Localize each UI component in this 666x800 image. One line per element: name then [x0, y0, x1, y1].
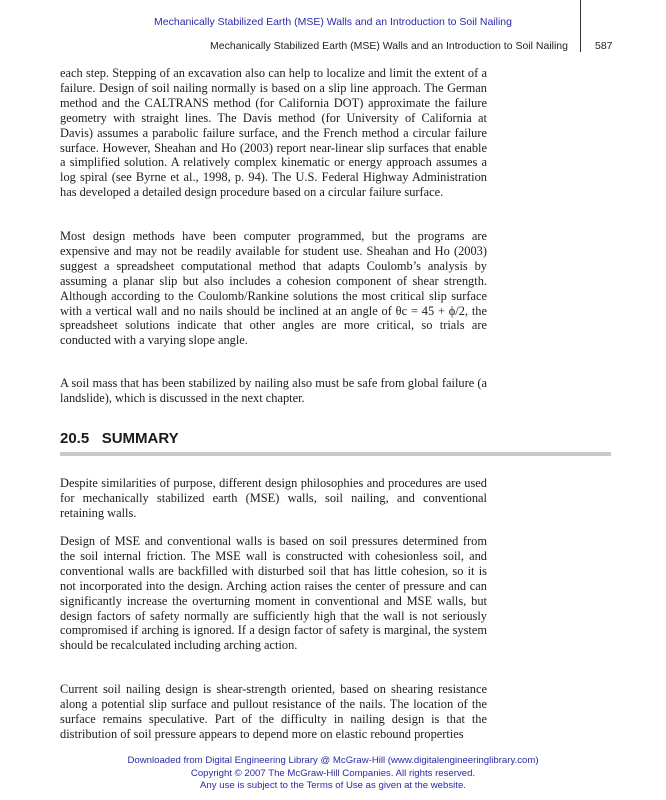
download-banner[interactable]: Mechanically Stabilized Earth (MSE) Walls and an Introduction to Soil Nailing	[154, 16, 512, 28]
body-paragraph-2: Most design methods have been computer programmed, but the programs are expensive and may not be readily available for student use. Sheahan and Ho (2003) suggest a spreadsheet computational method that adapts Coulomb’s analysis by assuming a planar slip but also includes a cohesion component of shear strength. Although according to the Coulomb/Rankine solutions the most critical slip surface with a vertical wall and no nails should be inclined at an angle of θc = 45 + ϕ/2, the spreadsheet solutions indicate that other angles are more critical, so trials are conducted with a varying slope angle.	[60, 229, 487, 348]
summary-paragraph-2: Design of MSE and conventional walls is based on soil pressures determined from the soil internal friction. The MSE wall is constructed with cohesionless soil, and conventional walls are backfilled with disturbed soil that has little cohesion, so it is not incorporated into the design. Arching action raises the center of pressure and can significantly increase the overturning moment in conventional and MSE walls, but design factors of safety normally are sufficiently high that the wall is not seriously compromised if arching is ignored. If a design factor of safety is marginal, the system should be recalculated including arching action.	[60, 534, 487, 653]
summary-paragraph-1: Despite similarities of purpose, different design philosophies and procedures are used for mechanically stabilized earth (MSE) walls, soil nailing, and conventional retaining walls.	[60, 476, 487, 520]
section-number: 20.5	[60, 430, 90, 447]
summary-paragraph-3: Current soil nailing design is shear-strength oriented, based on shearing resistance along a potential slip surface and pullout resistance of the nails. The location of the surface remains speculative. Part of the difficulty in nailing design is that the distribution of soil pressure appears to depend more on elastic rebound properties	[60, 682, 487, 741]
section-heading-rule	[60, 452, 611, 456]
footer	[0, 755, 666, 793]
footer-download-link[interactable]: Downloaded from Digital Engineering Library @ McGraw-Hill (www.digitalengineeringlibrary.com)	[127, 755, 539, 766]
section-heading	[60, 430, 179, 447]
footer-copyright: Copyright © 2007 The McGraw-Hill Companies. All rights reserved.	[190, 767, 476, 779]
page-number: 587	[595, 40, 613, 52]
body-paragraph-3: A soil mass that has been stabilized by nailing also must be safe from global failure (a landslide), which is discussed in the next chapter.	[60, 376, 487, 405]
header-divider	[580, 0, 581, 52]
body-paragraph-1: each step. Stepping of an excavation also can help to localize and limit the extent of a failure. Design of soil nailing normally is based on a slip line approach. The German method and the CALTRANS method (for California DOT) approximate the failure geometry with straight lines. The Davis method (for University of California at Davis) assumes a parabolic failure surface, and the French method a circular failure surface. However, Sheahan and Ho (2003) report near-linear slip surfaces that enable a simplified solution. A relatively complex kinematic or energy approach assumes a log spiral (see Byrne et al., 1998, p. 94). The U.S. Federal Highway Administration has developed a detailed design procedure based on a circular failure surface.	[60, 66, 487, 200]
footer-terms-link[interactable]: Any use is subject to the Terms of Use as given at the website.	[200, 780, 466, 791]
running-head: Mechanically Stabilized Earth (MSE) Walls and an Introduction to Soil Nailing	[210, 40, 568, 52]
section-title: SUMMARY	[101, 430, 179, 447]
